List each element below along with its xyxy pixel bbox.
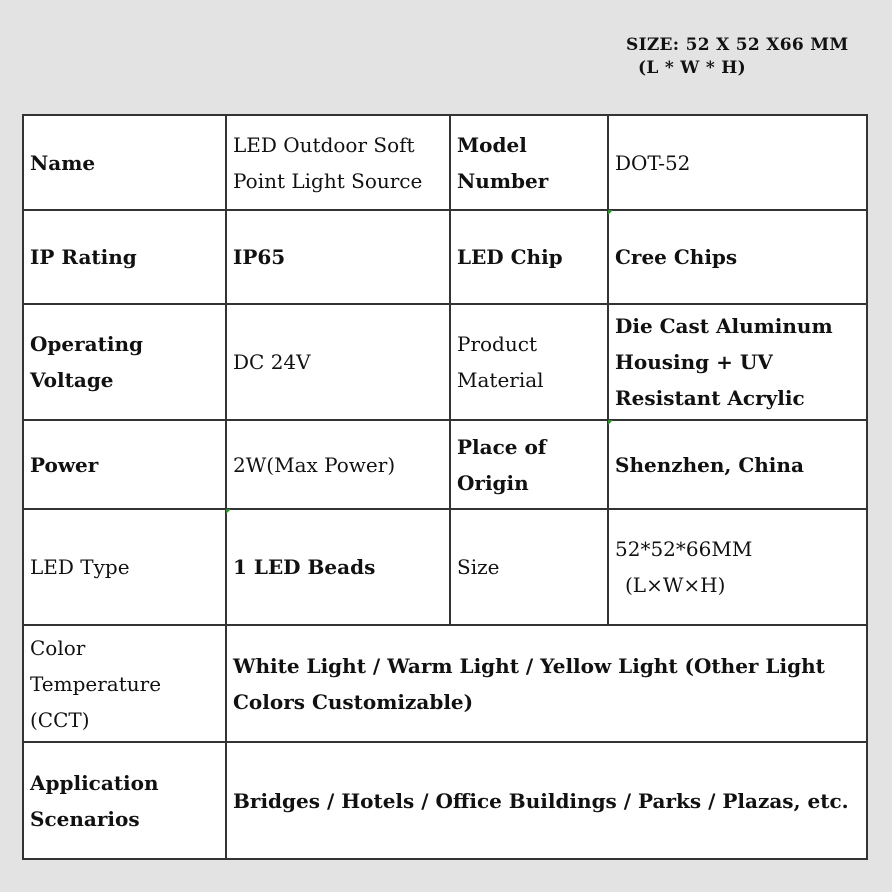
cct-label: Color Temperature (CCT) xyxy=(23,625,226,742)
ip-rating-label: IP Rating xyxy=(23,210,226,304)
place-of-origin-value xyxy=(608,420,867,509)
size-value xyxy=(608,509,867,625)
corner-mark xyxy=(608,420,613,425)
power-label: Power xyxy=(23,420,226,509)
application-label: Application Scenarios xyxy=(23,742,226,859)
led-chip-text: Cree Chips xyxy=(615,245,738,269)
model-number-label: Model Number xyxy=(450,115,608,210)
product-material-value: Die Cast Aluminum Housing + UV Resistant Acrylic xyxy=(608,304,867,420)
model-number-value: DOT-52 xyxy=(608,115,867,210)
size-value-dimensions: 52*52*66MM xyxy=(615,537,753,561)
place-of-origin-label: Place of Origin xyxy=(450,420,608,509)
table-row-ip xyxy=(23,210,867,304)
name-label: Name xyxy=(23,115,226,210)
ip-rating-value: IP65 xyxy=(226,210,450,304)
table-row-name xyxy=(23,115,867,210)
power-value: 2W(Max Power) xyxy=(226,420,450,509)
size-value-axes: (L×W×H) xyxy=(625,573,726,597)
led-type-text: 1 LED Beads xyxy=(233,555,376,579)
led-type-label: LED Type xyxy=(23,509,226,625)
table-row-cct xyxy=(23,625,867,742)
table-row-led-type xyxy=(23,509,867,625)
led-chip-value xyxy=(608,210,867,304)
size-note-axes: (L * W * H) xyxy=(638,58,746,78)
cct-value: White Light / Warm Light / Yellow Light (Other Light Colors Customizable) xyxy=(226,625,867,742)
led-chip-label: LED Chip xyxy=(450,210,608,304)
size-note xyxy=(626,34,848,80)
size-note-dimensions: SIZE: 52 X 52 X66 MM xyxy=(626,35,849,55)
size-label: Size xyxy=(450,509,608,625)
table-row-power xyxy=(23,420,867,509)
place-of-origin-text: Shenzhen, China xyxy=(615,452,804,477)
name-value: LED Outdoor Soft Point Light Source xyxy=(226,115,450,210)
operating-voltage-label: Operating Voltage xyxy=(23,304,226,420)
application-value: Bridges / Hotels / Office Buildings / Parks / Plazas, etc. xyxy=(226,742,867,859)
table-row-voltage xyxy=(23,304,867,420)
led-type-value xyxy=(226,509,450,625)
spec-table xyxy=(22,114,868,860)
product-material-label: Product Material xyxy=(450,304,608,420)
corner-mark xyxy=(608,210,613,215)
table-row-application xyxy=(23,742,867,859)
operating-voltage-value: DC 24V xyxy=(226,304,450,420)
corner-mark xyxy=(226,509,231,514)
